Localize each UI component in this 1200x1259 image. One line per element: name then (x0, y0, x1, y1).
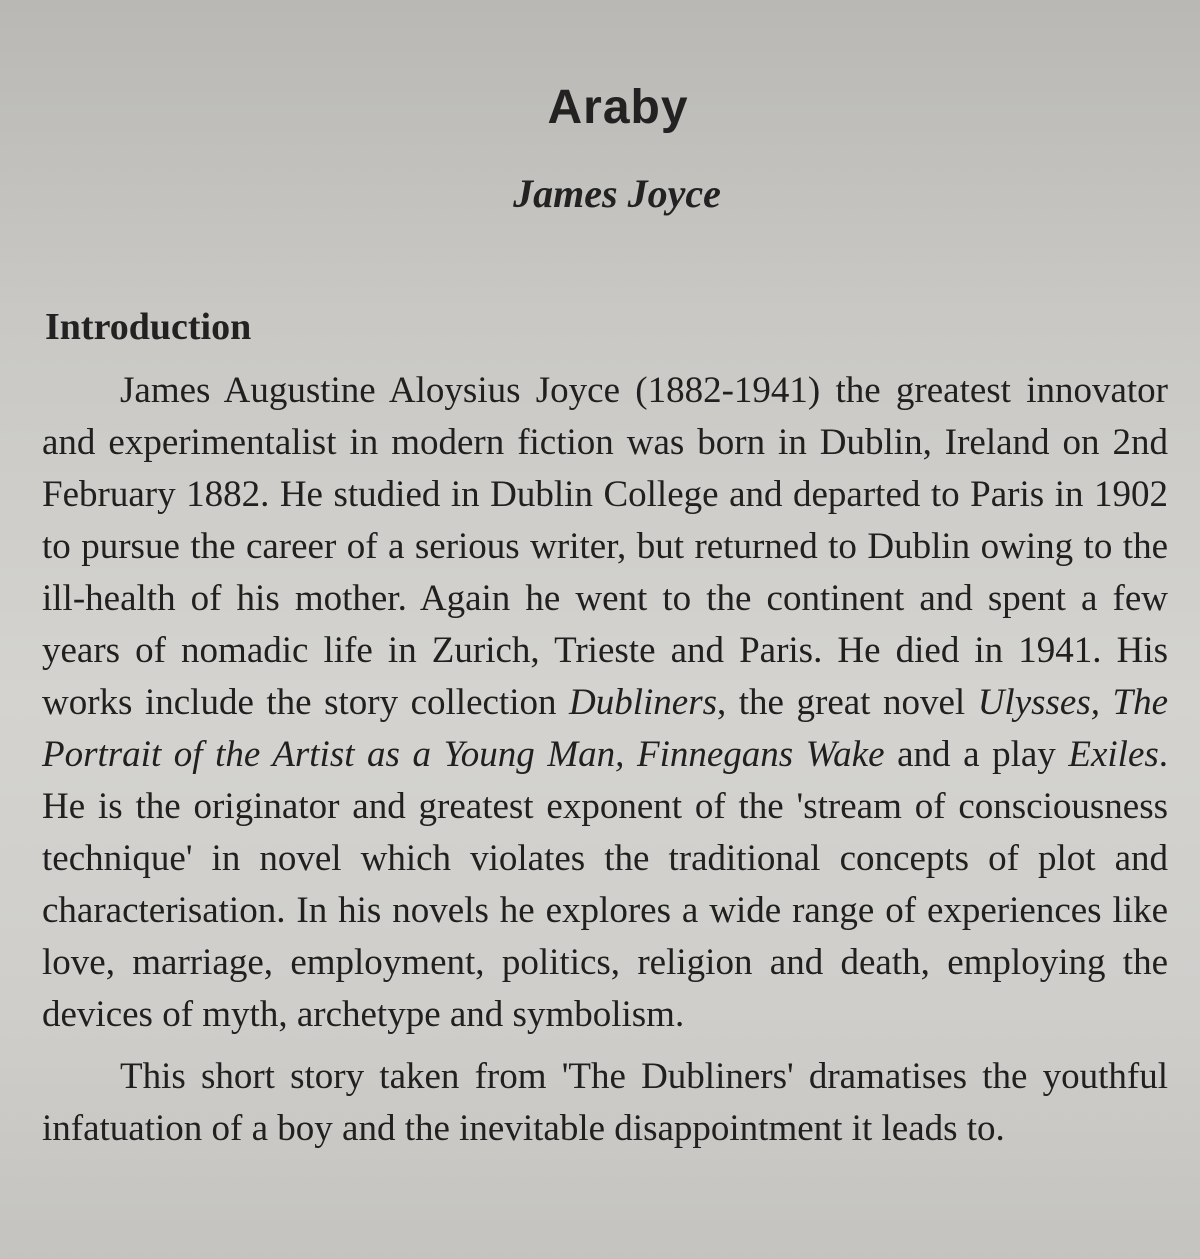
paragraph-text: and a play (884, 734, 1069, 775)
book-titles: Ulysses, The Portrait of the Artist as a Young Man, Finnegans Wake (42, 682, 1168, 775)
author-name: James Joyce (513, 171, 721, 216)
paragraph-text: , the great novel (717, 682, 978, 723)
paragraph-text: . He is the originator and greatest exponent of the 'stream of consciousness technique' in novel which violates the traditional concepts of plot and characterisation. In his novels he explores a wide range of experiences like love, marriage, employment, politics, religion and death, employing the devices of myth, archetype and symbolism. (42, 734, 1169, 1035)
paragraph-2 (42, 1051, 1168, 1155)
paragraph-text: James Augustine Aloysius Joyce (1882-1941) the greatest innovator and experimentalist in modern fiction was born in Dublin, Ireland on 2nd February 1882. He studied in Dublin College and departed to Paris in 1902 to pursue the career of a serious writer, but returned to Dublin owing to the ill-health of his mother. Again he went to the continent and spent a few years of nomadic life in Zurich, Trieste and Paris. He died in 1941. His works include the story collection (42, 370, 1168, 723)
body-text (42, 365, 1168, 1155)
section-heading: Introduction (45, 306, 252, 348)
story-title: Araby (547, 81, 689, 134)
play-title-exiles: Exiles (1068, 734, 1159, 775)
book-title-dubliners: Dubliners (569, 682, 718, 723)
paragraph-1 (42, 365, 1168, 1041)
paragraph-text: This short story taken from 'The Dubliners' dramatises the youthful infatuation of a boy and the inevitable disappointment it leads to. (42, 1056, 1168, 1149)
